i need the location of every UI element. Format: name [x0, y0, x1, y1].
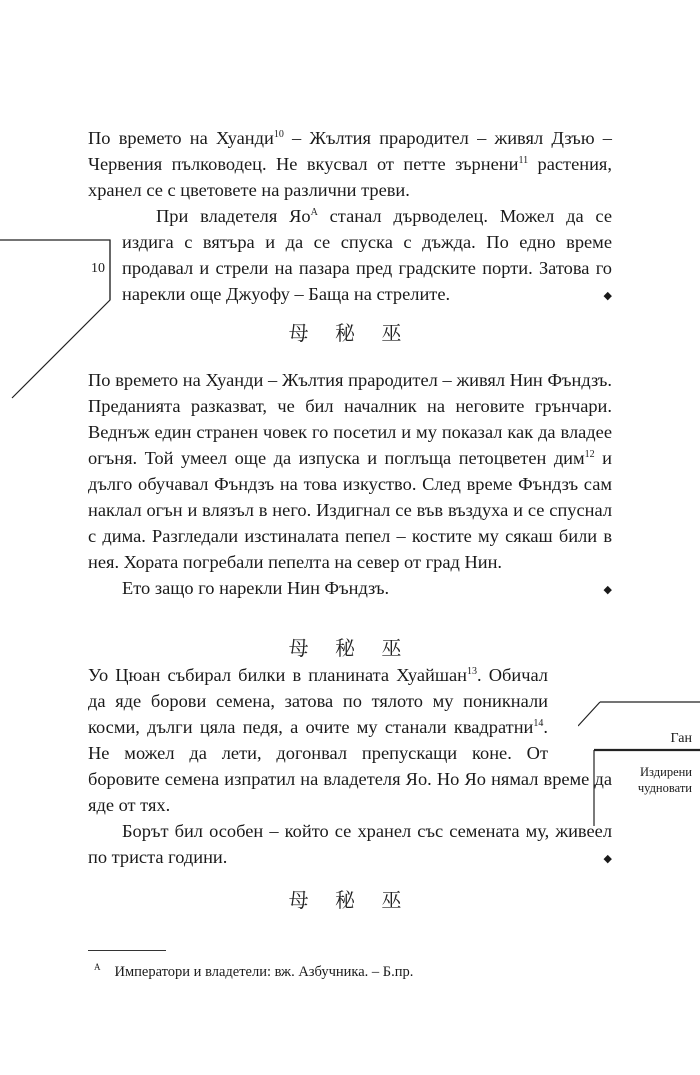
footnote — [88, 962, 612, 981]
section-ornament: ⺟ 秘 巫 — [288, 321, 412, 345]
footnote-text: Императори и владетели: вж. Азбучника. – Б.пр. — [114, 963, 414, 980]
chapter-subtitle-line2: чудновати — [637, 781, 692, 795]
wrap-spacer — [88, 255, 122, 307]
entry-2 — [88, 367, 612, 603]
entry-3-paragraph-2: Борът бил особен – който се хранел със семената му, живеел по триста години. ◆ — [88, 818, 612, 870]
entry-2-paragraph-1: По времето на Хуанди – Жълтия прародител – живял Нин Фъндзъ. Преданията разказват, че бил началник на неговите грънчари. Веднъж един странен човек го посетил и му показал как да владее огъня. Той умеел още да изпуска и поглъща петоцветен дим$^{12}$ и дълго обучавал Фъндзъ на това изкуство. След време Фъндзъ сам наклал огън и влязъл в него. Издигнал се във въздуха и се спуснал с дима. Разгледали изстиналата пепел – костите му сякаш били в нея. Хората погребали пепелта на север от град Нин. — [88, 370, 612, 572]
entry-3 — [88, 662, 612, 872]
chapter-subtitle-line1: Издирени — [640, 765, 692, 779]
end-mark-icon: ◆ — [603, 853, 612, 865]
entry-2-paragraph-2: Ето защо го нарекли Нин Фъндзъ. ◆ — [88, 575, 612, 601]
entry-1-paragraph-2: При владетеля $Яо^А$ станал дърводелец. Можел да се издига с вятъра и да се спуска с дъжда. По едно време продавал и стрели на пазара пред градските порти. Затова го нарекли още Джуофу – Баща на стрелите. ◆ — [88, 203, 612, 307]
end-mark-icon: ◆ — [603, 584, 612, 596]
page-number: 10 — [91, 261, 105, 276]
chapter-name: Ган — [670, 731, 692, 746]
footnote-mark: А — [94, 962, 101, 972]
section-ornament: ⺟ 秘 巫 — [288, 888, 412, 912]
section-ornament: ⺟ 秘 巫 — [288, 636, 412, 660]
entry-3-paragraph-1: Уо Цюан събирал билки в планината Хуайшан$^{13}$. Обичал да яде борови семена, затова по тялото му поникнали косми, дълги цяла педя, а очите му станали квадратни$^{14}$. Не можел да лети, догонвал препускащи коне. От боровите семена изпратил на владетеля Яо. Но Яо нямал време да яде от тях. — [88, 665, 612, 815]
end-mark-icon: ◆ — [603, 290, 612, 302]
wrap-spacer — [548, 688, 612, 766]
entry-1-paragraph-1: По времето на Хуанди$^{10}$ – Жълтия прародител – живял Дзъю – Червения пълководец. Не вкусвал от петте зърнени$^{11}$ растения, хранел се с цветовете на различни треви. — [88, 128, 612, 200]
footnote-rule — [88, 950, 166, 951]
entry-1 — [88, 125, 612, 309]
